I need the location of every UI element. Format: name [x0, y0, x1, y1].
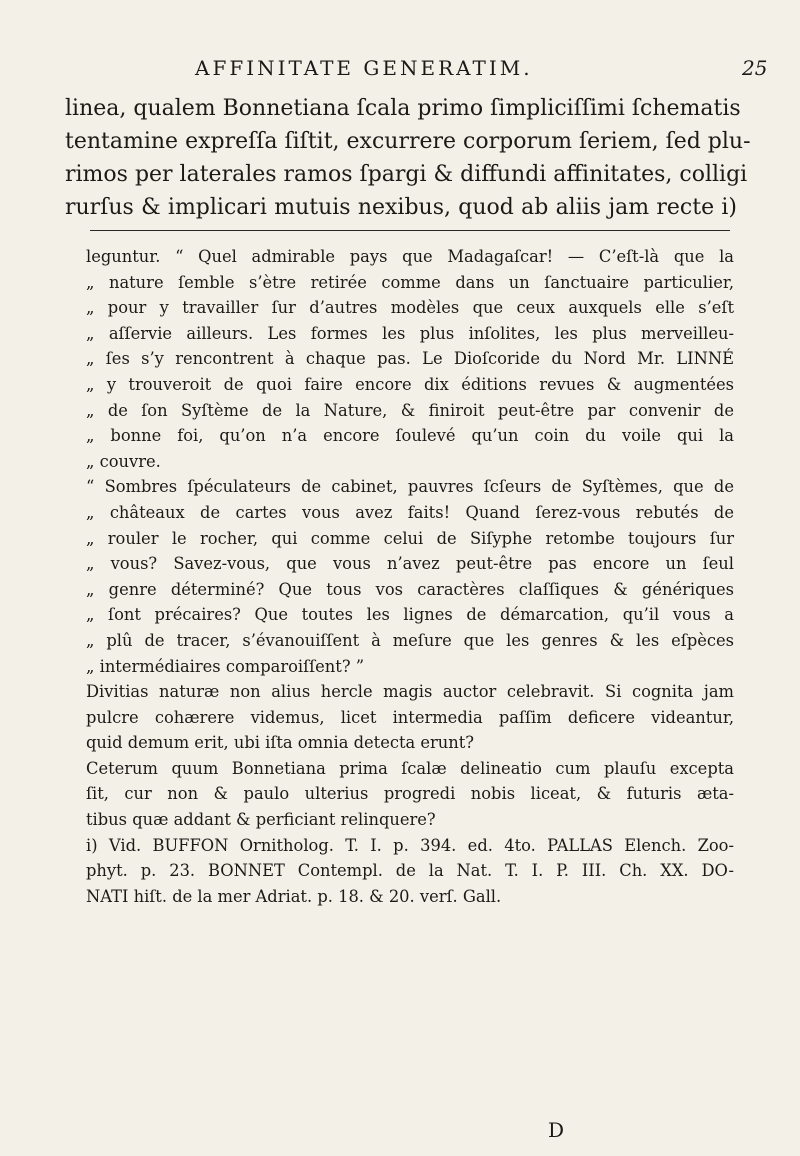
note-line: „ genre déterminé? Que tous vos caractères claſſiques & génériques [86, 579, 734, 599]
note-line: „ nature ſemble s’ètre retirée comme dans un ſanctuaire particulier, [86, 272, 734, 292]
note-line: ſit, cur non & paulo ulterius progredi nobis liceat, & futuris æta- [86, 784, 734, 804]
note-line: Ceterum quum Bonnetiana prima ſcalæ delineatio cum plauſu excepta [86, 758, 734, 778]
note-line: „ pour y travailler ſur d’autres modèles que ceux auxquels elle s’eſt [86, 298, 734, 318]
footnote-text [86, 244, 734, 909]
note-line: „ ſont précaires? Que toutes les lignes de démarcation, qu’il vous a [86, 605, 734, 625]
note-line: „ vous? Savez-vous, que vous n’avez peut-être pas encore un ſeul [86, 554, 734, 574]
note-line: „ bonne foi, qu’on n’a encore ſoulevé qu’un coin du voile qui la [86, 426, 734, 446]
note-line: tibus quæ addant & perficiant relinquere? [86, 810, 436, 830]
catchword: D [548, 1118, 565, 1142]
footnote-rule [90, 230, 730, 231]
note-line: „ ſes s’y rencontrent à chaque pas. Le Dioſcoride du Nord Mr. LINNÉ [86, 349, 734, 369]
note-line: „ intermédiaires comparoiſſent? ” [86, 656, 365, 676]
note-line: „ de ſon Syſtème de la Nature, & finiroit peut-être par convenir de [86, 400, 734, 420]
note-line: „ rouler le rocher, qui comme celui de Siſyphe retombe toujours ſur [86, 528, 734, 548]
note-line: „ châteaux de cartes vous avez faits! Quand ſerez-vous rebutés de [86, 502, 734, 522]
main-line: linea, qualem Bonnetiana ſcala primo ſimpliciſſimi ſchematis [65, 96, 741, 121]
reference-line: phyt. p. 23. BONNET Contempl. de la Nat. T. I. P. III. Ch. XX. DO- [86, 861, 734, 881]
reference-line: i) Vid. BUFFON Ornitholog. T. I. p. 394. ed. 4to. PALLAS Elench. Zoo- [86, 835, 734, 855]
page-number: 25 [742, 56, 768, 80]
note-line: pulcre cohærere videmus, licet intermedia paſſim deficere videantur, [86, 707, 734, 727]
running-head: AFFINITATE GENERATIM. [195, 56, 533, 80]
main-line: rimos per laterales ramos ſpargi & diffundi affinitates, colligi [65, 162, 748, 187]
note-line: “ Sombres ſpéculateurs de cabinet, pauvres ſcſeurs de Syſtèmes, que de [86, 477, 734, 497]
main-text [65, 92, 751, 224]
note-line: „ aſſervie ailleurs. Les formes les plus inſolites, les plus merveilleu- [86, 323, 734, 343]
reference-line: NATI hiſt. de la mer Adriat. p. 18. & 20. verſ. Gall. [86, 886, 502, 906]
main-line: rurſus & implicari mutuis nexibus, quod ab aliis jam recte i) [65, 195, 737, 220]
note-line: „ plû de tracer, s’évanouiſſent à meſure que les genres & les eſpèces [86, 630, 734, 650]
note-line: quid demum erit, ubi iſta omnia detecta erunt? [86, 733, 475, 753]
note-line: „ couvre. [86, 451, 161, 471]
page-header [0, 50, 800, 80]
note-line: leguntur. “ Quel admirable pays que Madagaſcar! — C’eſt-là que la [86, 247, 734, 266]
note-line: „ y trouveroit de quoi faire encore dix éditions revues & augmentées [86, 374, 734, 394]
note-line: Divitias naturæ non alius hercle magis auctor celebravit. Si cognita jam [86, 682, 734, 702]
main-line: tentamine expreſſa ſiſtit, excurrere corporum ſeriem, ſed plu- [65, 129, 751, 154]
